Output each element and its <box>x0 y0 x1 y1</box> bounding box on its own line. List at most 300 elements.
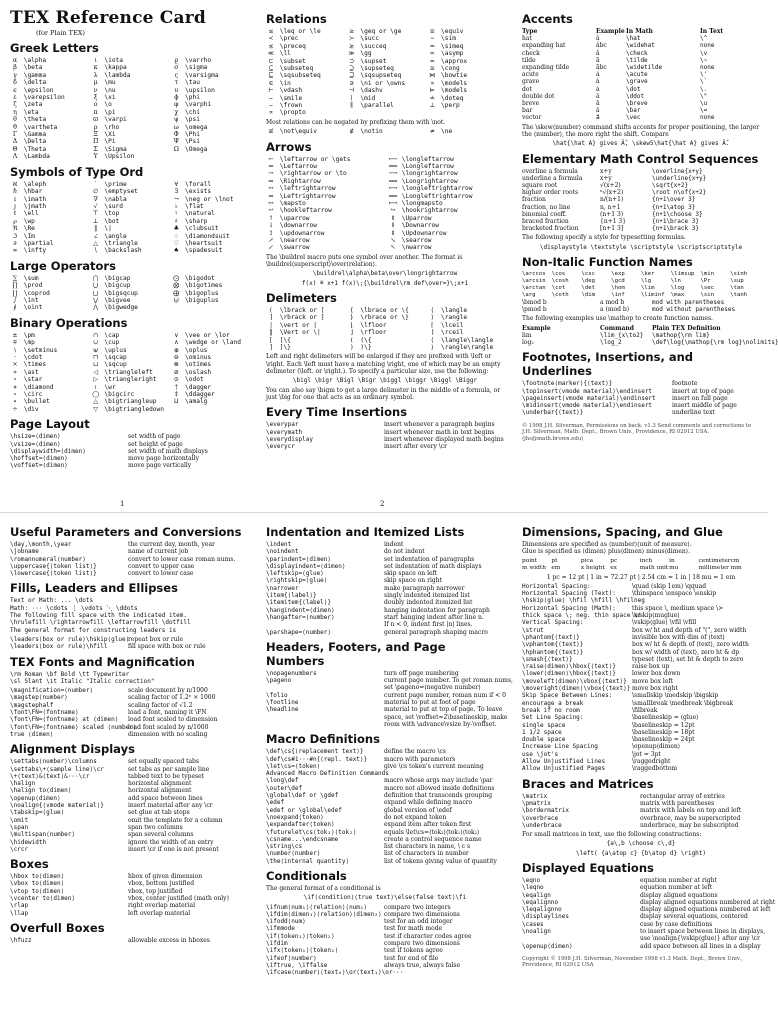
fonts-lines <box>10 671 248 686</box>
command-description: always true, always false <box>384 961 461 969</box>
section-heading: Large Operators <box>10 258 116 273</box>
symbol-entry <box>427 80 504 87</box>
grid-entry: em <box>551 564 561 571</box>
symbol-command: ]\} <box>276 344 291 352</box>
symbol-entry <box>266 230 382 237</box>
table-cell: x+y <box>600 167 612 175</box>
symbol-glyph: ∠ <box>93 232 99 240</box>
command-name: \hsize=⟨dimen⟩ <box>10 433 61 441</box>
command-description: insert material after any \cr <box>128 802 213 810</box>
symbol-command: \heartsuit <box>181 239 223 247</box>
grid-entry: math unit <box>639 564 669 571</box>
table-cell: ⁿ√(x+2) <box>600 189 624 197</box>
symbol-command: \pm <box>20 331 35 339</box>
symbol-entry <box>10 225 87 232</box>
symbol-entry <box>427 128 504 135</box>
grid-entry: \cot <box>551 284 566 291</box>
command-name: \folio <box>266 691 288 699</box>
symbol-command: )\} <box>356 344 372 352</box>
command-description: load font scaled by n/1000 <box>128 723 209 731</box>
grid-entry: cm <box>730 557 740 564</box>
relations-table <box>266 28 504 117</box>
command-name: break if no room <box>522 706 580 714</box>
symbol-command: \swarrow <box>276 244 310 252</box>
section-heading: Every Time Insertions <box>266 405 408 420</box>
section-heading: Macro Definitions <box>266 732 380 747</box>
command-description: skip space on right <box>384 577 442 585</box>
symbol-entry <box>171 101 248 108</box>
symbol-command: \infty <box>20 247 47 255</box>
symbol-entry <box>171 72 248 79</box>
delimiters-table <box>266 307 504 351</box>
command-description: list characters in name, \ c s <box>384 843 471 851</box>
symbol-command: \ast <box>20 368 39 376</box>
accent-cell: \v <box>700 49 708 57</box>
symbol-glyph: ] <box>269 344 273 352</box>
symbol-glyph: ♢ <box>173 232 180 240</box>
symbol-command: \bigodot <box>181 274 215 282</box>
command-description: create a control sequence name <box>384 835 482 843</box>
symbol-entry <box>171 275 248 282</box>
command-name <box>266 621 384 628</box>
command-description: \smallskip \medskip \bigskip <box>632 692 719 700</box>
command-name: \hphantom{⟨text⟩} <box>522 648 584 656</box>
symbol-command: \bigotimes <box>181 282 223 290</box>
symbol-command: \sqcap <box>100 354 127 361</box>
symbol-entry <box>10 196 87 203</box>
symbol-command: \lbrack or [ <box>276 307 325 315</box>
symbol-command: \rceil <box>437 329 464 337</box>
section-heading: Arrows <box>266 139 312 154</box>
symbol-glyph: ↖ <box>390 244 396 252</box>
buildrel-example: \buildrel\alpha\beta\over\longrightarrow <box>312 270 458 278</box>
symbol-glyph: ♣ <box>173 225 180 233</box>
accent-cell: none <box>700 114 715 122</box>
symbol-entry <box>91 247 168 254</box>
symbol-command: \bigcirc <box>100 391 135 399</box>
command-description: singly indented itemized list <box>384 592 470 600</box>
symbol-glyph: ⇔ <box>268 192 274 200</box>
symbol-command: \triangle <box>100 239 138 247</box>
symbol-glyph: ⟹ <box>388 177 398 185</box>
symbol-command: \mapsto <box>276 200 306 208</box>
symbol-glyph: ∞ <box>12 247 18 255</box>
accent-cell: \grave <box>626 78 648 86</box>
symbol-command: \Phi <box>181 131 200 139</box>
symbol-command: \Im <box>20 232 35 240</box>
table-cell: lim <box>522 331 532 339</box>
symbol-command: \sqsubseteq <box>276 72 321 80</box>
symbol-glyph: ⌣ <box>268 94 274 102</box>
symbol-entry <box>266 215 382 222</box>
table-cell: (n+1 3) <box>600 210 624 218</box>
symbol-command: \bullet <box>20 398 50 406</box>
symbol-glyph: × <box>12 361 18 369</box>
command-description: horizontal alignment <box>128 780 192 788</box>
text-line: \rm Roman \bf Bold \tt Typewriter <box>10 670 130 678</box>
symbol-command: \alpha <box>20 57 47 64</box>
symbol-command: \coprod <box>20 289 50 297</box>
accent-cell: \^ <box>700 35 708 43</box>
symbol-glyph: ⟩ <box>431 344 434 352</box>
symbol-glyph: ⊃ <box>349 57 355 65</box>
command-description: insert at top of page <box>672 387 734 395</box>
symbol-glyph: | <box>269 321 273 329</box>
accent-cell: ā <box>596 107 600 115</box>
command-description: dimension with no scaling <box>128 730 208 738</box>
symbol-entry <box>266 35 343 42</box>
symbol-glyph: △ <box>93 398 99 406</box>
symbol-entry <box>171 79 248 86</box>
card-page-1 <box>0 0 778 512</box>
symbol-entry <box>10 339 87 346</box>
grid-entry: pc <box>610 557 618 564</box>
command-name: \matrix <box>522 792 548 800</box>
symbol-glyph: ϵ <box>13 86 17 94</box>
column-header: In Math <box>626 28 653 35</box>
symbol-command: \langle <box>437 307 468 315</box>
symbol-glyph: ↪ <box>390 207 396 215</box>
symbol-command: \geq or \ge <box>356 28 402 35</box>
command-name: \the⟨internal quantity⟩ <box>266 857 350 865</box>
column-header: Plain TEX Definition <box>652 324 721 332</box>
symbol-command: \Upsilon <box>100 153 135 161</box>
symbol-command: \bigcap <box>100 274 131 282</box>
symbol-command: \neg or \lnot <box>181 195 234 203</box>
symbol-command: \uparrow <box>276 214 310 222</box>
symbol-glyph: \ <box>94 247 97 255</box>
accent-cell: \ddot <box>626 92 645 100</box>
symbol-entry <box>10 188 87 195</box>
grid-entry: mu <box>669 564 679 571</box>
symbol-entry <box>171 369 248 376</box>
command-name: \footline <box>266 699 299 707</box>
symbol-command: (\{ <box>356 336 372 344</box>
table-cell: {n+1\choose 3} <box>652 210 703 218</box>
grid-entry: \arg <box>522 291 536 298</box>
symbol-glyph: ∇ <box>93 195 98 203</box>
grid-entry: \log <box>670 284 685 291</box>
symbol-command: [\{ <box>276 336 291 344</box>
command-name: \ifeof⟨number⟩ <box>266 954 317 962</box>
symbol-glyph: ≺ <box>268 35 274 43</box>
symbol-glyph: λ <box>93 71 98 79</box>
accent-cell: check <box>522 49 540 57</box>
text-line: \sl Slant \it Italic "Italic correction" <box>10 677 155 685</box>
symbol-command: \forall <box>181 180 212 188</box>
command-name: \day,\month,\year <box>10 541 72 548</box>
command-description: insert \cr if one is not present <box>128 845 219 853</box>
relations-note: Most relations can be negated by prefixing them with \not. <box>266 118 446 126</box>
symbol-glyph: δ <box>13 79 17 87</box>
symbol-glyph: ◁ <box>93 368 99 376</box>
useful-table <box>10 541 248 577</box>
symbol-command: \star <box>20 376 43 384</box>
symbol-glyph: ∉ <box>349 128 354 136</box>
command-description: convert to lower case roman nums. <box>128 555 236 563</box>
conditionals-intro: The general format of a conditional is <box>266 884 381 892</box>
symbol-entry <box>10 384 87 391</box>
command-name: \openup⟨dimen⟩ <box>10 794 61 802</box>
command-name: \llap <box>10 909 29 917</box>
table-cell: binomial coeff. <box>522 210 567 218</box>
section-heading: Dimensions, Spacing, and Glue <box>522 525 723 539</box>
table-cell: underline a formula <box>522 174 583 182</box>
symbol-glyph: ( <box>269 307 273 315</box>
command-description: skip space on left <box>384 570 438 578</box>
symbol-glyph: ▷ <box>93 376 99 384</box>
table-cell: {n+1 3} <box>600 217 627 225</box>
symbol-glyph: · <box>14 354 16 361</box>
symbol-command: \clubsuit <box>181 225 219 233</box>
symbol-entry <box>91 210 168 217</box>
command-description: \jot = 3pt <box>632 750 661 758</box>
symbol-entry <box>427 314 504 321</box>
symbol-command: \angle <box>100 232 127 240</box>
symbol-entry <box>427 109 504 116</box>
fills-lines <box>10 597 248 633</box>
symbol-glyph: Δ <box>12 138 18 146</box>
symbol-entry <box>171 332 248 339</box>
text-line: The general format for constructing leaders is <box>10 626 177 634</box>
command-name: \tabskip=⟨glue⟩ <box>10 809 65 817</box>
accent-cell: \" <box>700 92 708 100</box>
command-description: matrix with labels on top and left <box>640 807 742 815</box>
table-cell: mod without parentheses <box>652 306 736 314</box>
symbol-glyph: Φ <box>173 131 179 139</box>
symbol-glyph: ≠ <box>429 128 435 136</box>
command-name: \vphantom{⟨text⟩} <box>522 641 584 649</box>
symbol-glyph: ◯ <box>92 391 100 399</box>
symbol-entry <box>171 131 248 138</box>
command-description: set height of page <box>128 440 183 448</box>
command-name: Set Line Spacing: <box>522 714 584 722</box>
symbol-command: \Omega <box>181 145 208 153</box>
command-name: \raise⟨dimen⟩\hbox{⟨text⟩} <box>522 663 616 671</box>
grid-entry: \limsup <box>670 270 695 277</box>
command-description: matrix with parentheses <box>640 799 715 807</box>
delims-note-2: You can also say \bigm to get a large delimeter in the middle of a formula, or just \big for one that acts as an ordinary symbol. <box>266 386 501 401</box>
symbol-command: \Vert or \| <box>276 329 321 337</box>
symbol-entry <box>91 188 168 195</box>
symbol-command: \cdot <box>20 354 43 361</box>
section-heading: Accents <box>522 12 573 26</box>
symbol-command: \bigcup <box>100 282 131 290</box>
command-description: scaling factor of √1.2 <box>128 701 193 709</box>
symbol-command: \leftrightarrow <box>276 185 336 193</box>
symbol-entry <box>171 116 248 123</box>
command-description: right overlap material <box>128 902 195 910</box>
symbol-glyph: ] <box>269 314 273 322</box>
symbol-entry <box>91 146 168 153</box>
symbol-command: \models <box>437 87 468 95</box>
symbol-entry <box>171 282 248 289</box>
symbol-glyph: ⟷ <box>388 185 398 193</box>
symbol-entry <box>266 80 343 87</box>
command-description: overbrace, may be superscripted <box>640 814 741 822</box>
column-3 <box>522 521 776 969</box>
symbol-entry <box>388 244 504 251</box>
symbol-entry <box>266 314 343 321</box>
symbol-command: \diamondsuit <box>181 232 230 240</box>
accent-cell: à <box>596 78 600 86</box>
symbol-entry <box>388 207 504 214</box>
binary-ops-table <box>10 332 248 413</box>
grid-entry: millimeter <box>698 564 729 571</box>
symbol-glyph: Ψ <box>173 138 180 146</box>
table-cell: \underline{x+y} <box>652 174 707 182</box>
command-description: \baselineskip = 24pt <box>632 736 695 744</box>
symbol-entry <box>347 314 424 321</box>
symbol-entry <box>266 185 382 192</box>
command-description: add space between all lines in a display <box>640 942 761 950</box>
command-name: \long\def <box>266 777 299 785</box>
symbol-glyph: ↙ <box>268 244 274 252</box>
symbol-command: \iota <box>100 57 124 64</box>
table-cell: bracketed fraction <box>522 225 579 233</box>
symbol-glyph: Υ <box>93 153 98 161</box>
symbol-glyph: ÷ <box>12 405 18 413</box>
accent-cell: grave <box>522 78 540 86</box>
macro-table <box>266 748 504 865</box>
symbol-entry <box>91 109 168 116</box>
command-description: give \cs token's current meaning <box>384 762 484 770</box>
symbol-glyph: ∝ <box>430 79 435 87</box>
symbol-glyph: ⋈ <box>429 72 436 80</box>
symbol-glyph: ↦ <box>268 200 274 208</box>
symbol-entry <box>10 247 87 254</box>
command-description: equation number at left <box>640 884 713 892</box>
symbol-command: \rangle\rangle <box>437 344 494 352</box>
symbol-entry <box>91 64 168 71</box>
command-name <box>266 714 384 721</box>
symbol-command: \varrho <box>181 57 212 64</box>
symbol-glyph: ≀ <box>94 383 97 391</box>
symbol-glyph: ⊣ <box>348 87 355 95</box>
symbol-command: \oslash <box>181 368 212 376</box>
grid-entry: \min <box>700 270 714 277</box>
symbol-glyph: ℜ <box>12 225 18 233</box>
grid-entry: \tan <box>730 284 744 291</box>
symbol-command: \ddagger <box>181 391 215 399</box>
command-description: If n < 0, indent first |n| lines. <box>384 621 473 629</box>
symbol-entry <box>10 361 87 368</box>
symbol-command: \nu <box>100 86 116 94</box>
symbol-command: \vert or | <box>276 321 317 329</box>
symbol-glyph: ↓ <box>268 222 274 230</box>
symbol-glyph: ⨂ <box>173 282 180 290</box>
column-3 <box>522 8 778 442</box>
symbol-entry <box>171 94 248 101</box>
symbol-command: \natural <box>181 210 215 218</box>
symbol-glyph: → <box>268 170 274 178</box>
command-name: \magstephalf <box>10 701 54 709</box>
symbol-command: \tau <box>181 79 200 87</box>
symbol-glyph: ) <box>350 344 353 352</box>
page-number: 2 <box>380 500 385 508</box>
symbol-entry <box>266 102 343 109</box>
symbol-glyph: η <box>13 108 17 116</box>
command-name: single space <box>522 721 566 729</box>
symbol-command: \leftarrow or \gets <box>276 155 351 163</box>
accent-cell: \bar <box>626 107 641 115</box>
symbol-command: \downarrow <box>276 222 317 230</box>
symbol-entry <box>427 329 504 336</box>
symbol-entry <box>91 240 168 247</box>
section-heading: Greek Letters <box>10 41 99 55</box>
symbol-glyph: ⊂ <box>268 57 274 65</box>
symbol-glyph: ∋ <box>349 79 354 87</box>
symbol-command: \lceil <box>437 321 464 329</box>
command-description: load font scaled to dimension <box>128 716 218 724</box>
symbol-glyph: ( <box>350 336 353 344</box>
symbol-entry <box>427 50 504 57</box>
symbol-glyph: ⊨ <box>429 87 435 95</box>
command-description: vbox, bottom justified <box>128 880 195 888</box>
command-name: \leaders⟨box or rule⟩\hfill <box>10 643 108 651</box>
symbol-command: \hbar <box>20 188 43 196</box>
symbol-command: \circ <box>20 391 43 399</box>
command-name: \ifmmode <box>266 925 295 933</box>
command-name: \pageinsert⟨vmode material⟩\endinsert <box>522 394 656 402</box>
conditionals-format: \if⟨condition⟩⟨true text⟩\else⟨false text⟩\fi <box>303 894 467 902</box>
symbol-glyph: ∼ <box>429 35 435 43</box>
symbol-entry <box>266 87 343 94</box>
conditionals-table <box>266 904 504 977</box>
symbol-command: \Longleftrightarrow <box>398 192 473 200</box>
column-header: Example <box>596 28 625 35</box>
symbol-glyph: ⊤ <box>92 210 99 218</box>
symbol-command: \setminus <box>20 346 58 354</box>
command-name: \hfuzz <box>10 936 32 944</box>
symbol-entry <box>266 337 343 344</box>
symbol-glyph: ⋁ <box>93 296 99 304</box>
table-cell: \sqrt{x+2} <box>652 181 689 189</box>
symbol-entry <box>10 398 87 405</box>
accent-cell: ȧ <box>596 85 600 93</box>
symbol-command: \imath <box>20 195 47 203</box>
command-name: \magnification=⟨number⟩ <box>10 687 94 695</box>
command-description: compare two integers <box>384 903 451 911</box>
command-description: move page vertically <box>128 462 192 470</box>
symbol-glyph: ≤ <box>268 28 274 35</box>
grid-entry: \sup <box>730 277 744 284</box>
symbol-glyph: κ <box>93 64 98 72</box>
text-line: Text or Math: ... \dots <box>10 597 94 605</box>
grid-entry: centimeter <box>698 557 731 564</box>
section-heading: Symbols of Type Ord <box>10 164 144 179</box>
symbol-command: \not\equiv <box>276 128 317 136</box>
command-description: test for an odd integer <box>384 918 453 926</box>
symbol-command: \propto <box>276 109 306 117</box>
accent-cell: \tilde <box>626 56 648 64</box>
section-heading: Non-Italic Function Names <box>522 254 693 269</box>
symbol-glyph: ⊙ <box>173 376 179 384</box>
indentation-table <box>266 541 504 636</box>
symbol-command: \subset <box>276 57 306 65</box>
symbol-glyph: ∮ <box>13 304 17 312</box>
symbol-entry <box>171 361 248 368</box>
accent-cell: ã <box>596 56 600 64</box>
delims-note: Left and right delimeters will be enlarged if they are prefixed with \left or \right. Each \left must have a matching \right, one of which may be an empty delimeter (\left. or \right.). To specify a particular size, use the following: <box>266 353 501 376</box>
symbol-command: \amalg <box>181 398 208 406</box>
symbol-entry <box>266 43 343 50</box>
command-description: \raggedbottom <box>632 765 678 773</box>
column-2 <box>266 8 504 450</box>
symbol-glyph: Λ <box>12 153 18 161</box>
symbol-command: \lambda <box>100 71 131 79</box>
symbol-entry <box>10 304 87 311</box>
